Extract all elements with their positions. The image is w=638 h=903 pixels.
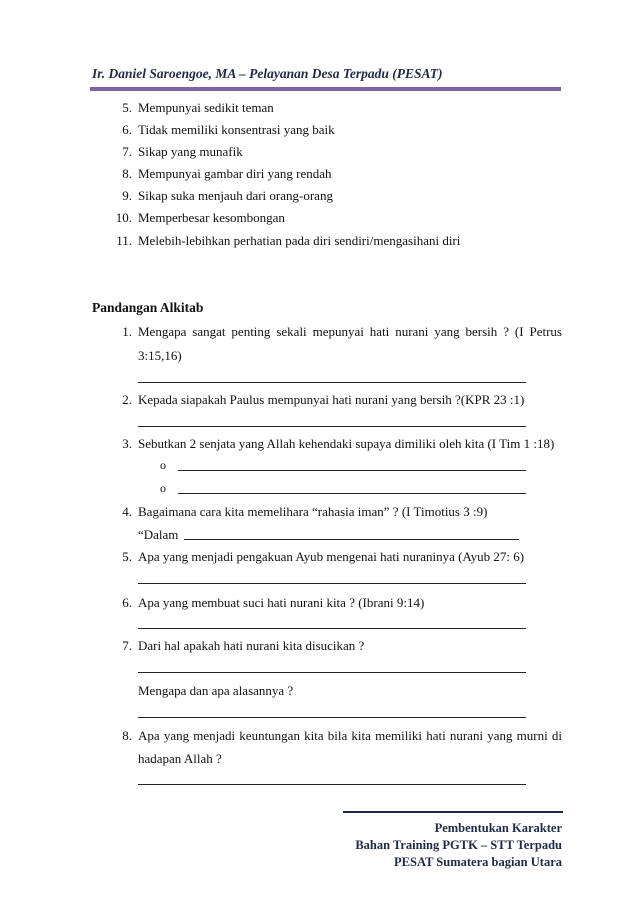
- answer-line[interactable]: [138, 784, 526, 785]
- footer-line-1: Pembentukan Karakter: [434, 821, 562, 835]
- question-subtext: Mengapa dan apa alasannya ?: [138, 683, 294, 698]
- question-text: Apa yang membuat suci hati nurani kita ? (Ibrani 9:14): [138, 595, 425, 610]
- question-text: Mengapa sangat penting sekali mepunyai hati nurani yang bersih ? (I Petrus: [138, 324, 562, 339]
- answer-line[interactable]: [178, 470, 526, 471]
- question-number: 1.: [122, 324, 132, 339]
- footer-line-3: PESAT Sumatera bagian Utara: [394, 855, 562, 869]
- question-number: 4.: [122, 504, 132, 519]
- answer-line[interactable]: [138, 672, 526, 673]
- list-item-number: 6.: [122, 122, 132, 137]
- answer-prefix-row: [92, 527, 562, 545]
- question-item: [92, 392, 562, 410]
- page-header-title: Ir. Daniel Saroengoe, MA – Pelayanan Desa Terpadu (PESAT): [92, 66, 443, 81]
- section-title: Pandangan Alkitab: [92, 300, 204, 315]
- answer-line[interactable]: [138, 426, 526, 427]
- question-item: [92, 549, 562, 567]
- question-item: [92, 504, 562, 522]
- question-number: 7.: [122, 638, 132, 653]
- bullet-marker: o: [160, 458, 166, 472]
- list-item-text: Sikap suka menjauh dari orang-orang: [138, 188, 333, 203]
- bullet-marker: o: [160, 481, 166, 495]
- list-item-text: Memperbesar kesombongan: [138, 210, 285, 225]
- question-number: 2.: [122, 392, 132, 407]
- header-divider: [90, 87, 561, 91]
- answer-line[interactable]: [138, 717, 526, 718]
- page-footer: [355, 820, 562, 871]
- list-item-text: Mempunyai gambar diri yang rendah: [138, 166, 332, 181]
- list-item: [92, 144, 562, 162]
- question-item: [92, 638, 562, 656]
- question-text: Kepada siapakah Paulus mempunyai hati nurani yang bersih ?(KPR 23 :1): [138, 392, 525, 407]
- list-item-number: 8.: [122, 166, 132, 181]
- question-subprompt: [92, 683, 562, 701]
- question-number: 6.: [122, 595, 132, 610]
- footer-line-2: Bahan Training PGTK – STT Terpadu: [355, 838, 562, 852]
- question-number: 3.: [122, 436, 132, 451]
- answer-line[interactable]: [138, 628, 526, 629]
- answer-line[interactable]: [138, 382, 526, 383]
- question-item: [92, 436, 562, 454]
- list-item: [92, 166, 562, 184]
- list-item-text: Tidak memiliki konsentrasi yang baik: [138, 122, 335, 137]
- list-item-number: 10.: [115, 210, 132, 225]
- list-item: [92, 100, 562, 118]
- question-number: 5.: [122, 549, 132, 564]
- question-continuation: [92, 751, 562, 769]
- answer-prefix: “Dalam: [138, 527, 179, 542]
- question-text: Apa yang menjadi pengakuan Ayub mengenai hati nuraninya (Ayub 27: 6): [138, 549, 525, 564]
- question-text-continued: 3:15,16): [138, 348, 182, 363]
- question-item: [92, 595, 562, 613]
- list-item: [92, 233, 562, 251]
- question-text: Apa yang menjadi keuntungan kita bila kita memiliki hati nurani yang murni di: [138, 728, 562, 743]
- answer-line[interactable]: [184, 539, 519, 540]
- list-item-number: 5.: [122, 100, 132, 115]
- answer-line[interactable]: [138, 583, 526, 584]
- question-text: Dari hal apakah hati nurani kita disucikan ?: [138, 638, 365, 653]
- list-item-text: Sikap yang munafik: [138, 144, 243, 159]
- list-item: [92, 122, 562, 140]
- list-item: [92, 210, 562, 228]
- question-item: [92, 324, 562, 342]
- question-item: [92, 728, 562, 746]
- list-item: [92, 188, 562, 206]
- question-continuation: [92, 348, 562, 366]
- list-item-number: 11.: [116, 233, 132, 248]
- list-item-text: Melebih-lebihkan perhatian pada diri sendiri/mengasihani diri: [138, 233, 461, 248]
- list-item-number: 7.: [122, 144, 132, 159]
- question-text-continued: hadapan Allah ?: [138, 751, 222, 766]
- question-text: Bagaimana cara kita memelihara “rahasia iman” ? (I Timotius 3 :9): [138, 504, 488, 519]
- list-item-text: Mempunyai sedikit teman: [138, 100, 274, 115]
- question-text: Sebutkan 2 senjata yang Allah kehendaki supaya dimiliki oleh kita (I Tim 1 :18): [138, 436, 555, 451]
- list-item-number: 9.: [122, 188, 132, 203]
- answer-line[interactable]: [178, 493, 526, 494]
- footer-divider: [343, 811, 563, 813]
- question-number: 8.: [122, 728, 132, 743]
